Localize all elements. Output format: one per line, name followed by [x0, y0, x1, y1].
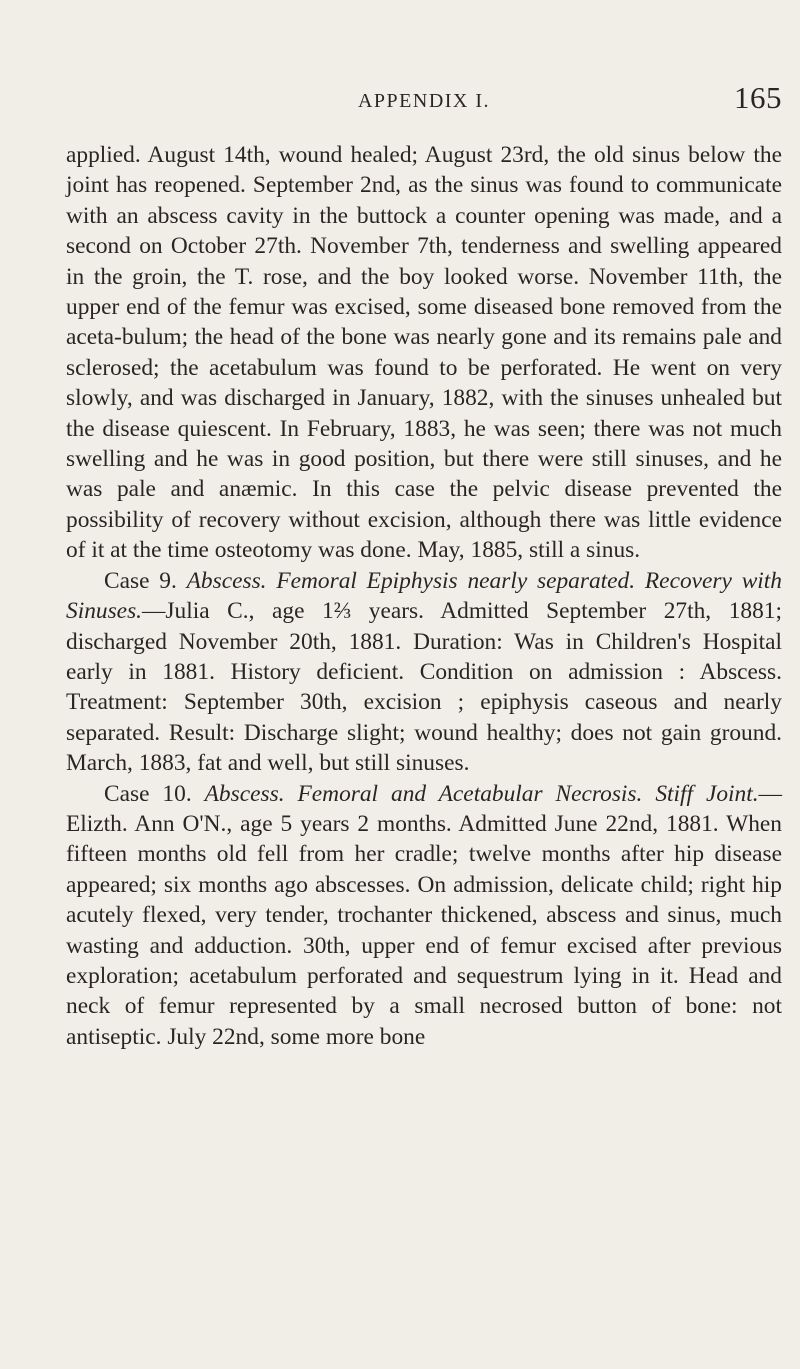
case-body: —Elizth. Ann O'N., age 5 years 2 months. Admitted June 22nd, 1881. When fifteen months old fell from her cradle; twelve months after hip disease appeared; six months ago abscesses. On admission, delicate child; right hip acutely flexed, very tender, trochanter thickened, abscess and sinus, much wasting and adduction. 30th, upper end of femur excised after previous exploration; acetabulum perforated and sequestrum lying in it. Head and neck of femur represented by a small necrosed button of bone: not antiseptic. July 22nd, some more bone [66, 780, 782, 1050]
paragraph-continuation: applied. August 14th, wound healed; August 23rd, the old sinus below the joint has reopened. September 2nd, as the sinus was found to communicate with an abscess cavity in the buttock a counter opening was made, and a second on October 27th. November 7th, tenderness and swelling appeared in the groin, the T. rose, and the boy looked worse. November 11th, the upper end of the femur was excised, some diseased bone removed from the aceta-bulum; the head of the bone was nearly gone and its remains pale and sclerosed; the acetabulum was found to be perforated. He went on very slowly, and was discharged in January, 1882, with the sinuses unhealed but the disease quiescent. In February, 1883, he was seen; there was not much swelling and he was in good position, but there were still sinuses, and he was pale and anæmic. In this case the pelvic disease prevented the possibility of recovery without excision, although there was little evidence of it at the time osteotomy was done. May, 1885, still a sinus. [66, 142, 782, 564]
case-title: Abscess. Femoral Epiphysis nearly separated. Recovery with Sinuses. [66, 567, 782, 625]
case-title: Abscess. Femoral and Acetabular Necrosis. Stiff Joint. [204, 780, 759, 807]
paragraph-case-10 [66, 779, 782, 1053]
page-number: 165 [734, 80, 782, 115]
running-title: APPENDIX I. [357, 90, 491, 112]
case-label: Case 9. [104, 567, 177, 594]
running-head [66, 76, 782, 120]
case-body: —Julia C., age 1⅔ years. Admitted September 27th, 1881; discharged November 20th, 1881. Duration: Was in Children's Hospital early in 1881. History deficient. Condition on admission : Abscess. Treatment: September 30th, excision ; epiphysis caseous and nearly separated. Result: Discharge slight; wound healthy; does not gain ground. March, 1883, fat and well, but still sinuses. [66, 598, 782, 777]
paragraph-case-9 [66, 566, 782, 779]
case-label: Case 10. [104, 780, 192, 807]
body-text [66, 140, 782, 1052]
